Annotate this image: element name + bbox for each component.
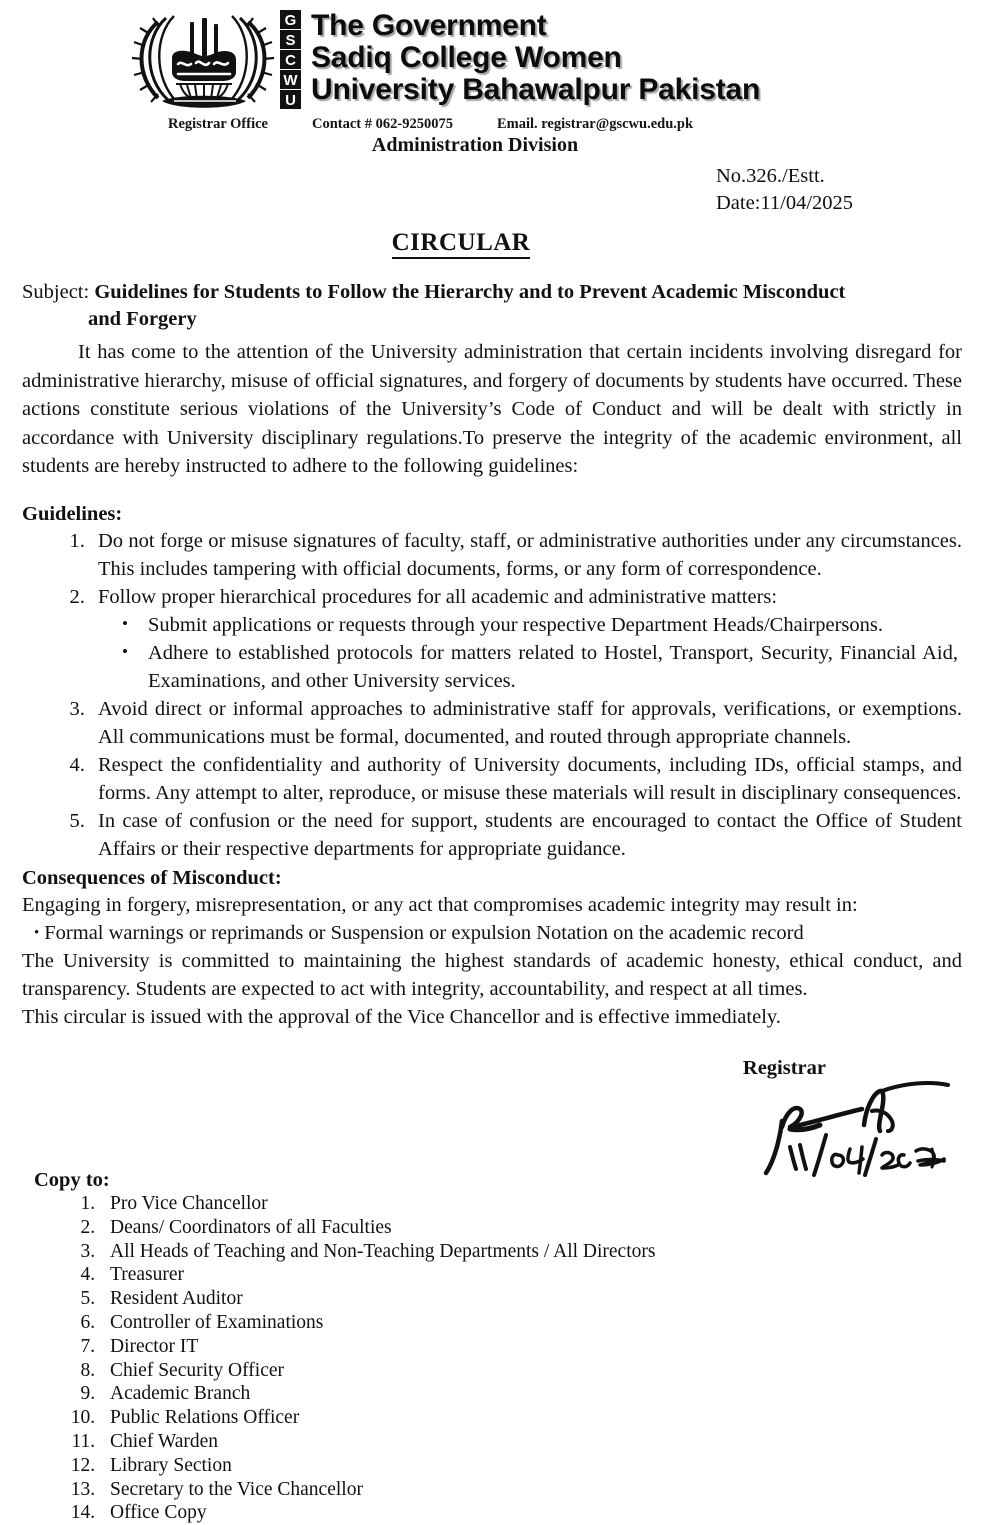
contact-number: Contact # 062-9250075 (311, 116, 453, 132)
guideline-text: Respect the confidentiality and authority of University documents, including IDs, official stamps, and forms. Any attempt to alter, reproduce, or misuse these materials will result in disciplinary consequences. (98, 754, 962, 804)
acronym-letter: U (280, 90, 301, 109)
document-heading-text: CIRCULAR (392, 229, 531, 259)
guideline-text: In case of confusion or the need for support, students are encouraged to contact the Office of Student Affairs or their respective departments for appropriate guidance. (98, 810, 962, 860)
copy-to-item: 3. All Heads of Teaching and Non-Teaching Departments / All Directors (100, 1240, 966, 1264)
subject-text-line-2: and Forgery (88, 308, 197, 330)
university-name-line-2: Sadiq College Women (311, 41, 622, 74)
contact-email: Email. registrar@gscwu.edu.pk (496, 116, 694, 132)
consequences-intro: Engaging in forgery, misrepresentation, or any act that compromises academic integrity may result in: (22, 894, 858, 916)
copy-to-item: 2. Deans/ Coordinators of all Faculties (100, 1216, 966, 1240)
guideline-text: Do not forge or misuse signatures of faculty, staff, or administrative authorities under any circumstances. This includes tampering with official documents, forms, or any form of correspondence. (98, 530, 962, 580)
acronym-letter: S (280, 30, 301, 49)
registrar-office-label: Registrar Office (168, 116, 268, 132)
guideline-item (90, 583, 966, 695)
letterhead-contact-line (0, 116, 1000, 133)
acronym-letter: G (280, 10, 301, 29)
copy-to-list (22, 1192, 966, 1525)
guideline-item (90, 807, 966, 863)
acronym-letter: C (280, 50, 301, 69)
intro-paragraph: It has come to the attention of the University administration that certain incidents involving disregard for administrative hierarchy, misuse of official signatures, and forgery of documents by students have occurred. These actions constitute serious violations of the University’s Code of Conduct and will be dealt with strictly in accordance with University disciplinary regulations.To preserve the integrity of the academic environment, all students are hereby instructed to adhere to the following guidelines: (22, 341, 962, 477)
copy-to-item: 4. Treasurer (100, 1263, 966, 1287)
copy-to-item: 14. Office Copy (100, 1501, 966, 1525)
administration-division-label: Administration Division (371, 134, 579, 156)
copy-to-item: 9. Academic Branch (100, 1382, 966, 1406)
reference-number: No.326./Estt. (716, 165, 825, 187)
copy-to-item: 11. Chief Warden (100, 1430, 966, 1454)
copy-to-item: 5. Resident Auditor (100, 1287, 966, 1311)
closing-paragraph: The University is committed to maintaining the highest standards of academic honesty, ethical conduct, and transparency. Students are expected to act with integrity, accountability, and respect at all times. (22, 950, 962, 1000)
acronym-letter: W (280, 70, 301, 89)
consequences-bullet-item: • Formal warnings or reprimands or Suspension or expulsion Notation on the academic record (22, 919, 966, 947)
consequences-heading: Consequences of Misconduct: (22, 867, 282, 889)
signature-title-label: Registrar (742, 1057, 826, 1079)
guideline-text: Follow proper hierarchical procedures for all academic and administrative matters: (98, 586, 778, 608)
handwritten-signature (686, 1069, 956, 1177)
guideline-item (90, 751, 966, 807)
copy-to-item: 10. Public Relations Officer (100, 1406, 966, 1430)
approval-statement: This circular is issued with the approval of the Vice Chancellor and is effective immediately. (22, 1006, 781, 1028)
guideline-sub-item: • Adhere to established protocols for matters related to Hostel, Transport, Security, Financial Aid, Examinations, and other University services. (120, 639, 962, 695)
guideline-text: Avoid direct or informal approaches to administrative staff for approvals, verifications, or exemptions. All communications must be formal, documented, and routed through appropriate channels. (98, 698, 962, 748)
guidelines-list (22, 527, 966, 863)
document-heading (0, 229, 1000, 257)
guidelines-heading: Guidelines: (22, 503, 123, 525)
copy-to-item: 6. Controller of Examinations (100, 1311, 966, 1335)
guideline-item (90, 695, 966, 751)
university-name-line-1: The Government (311, 9, 547, 42)
subject-label: Subject: (22, 281, 90, 303)
guideline-sub-item: • Submit applications or requests through your respective Department Heads/Chairpersons. (120, 611, 962, 639)
copy-to-item: 7. Director IT (100, 1335, 966, 1359)
subject-text-line-1: Guidelines for Students to Follow the Hierarchy and to Prevent Academic Misconduct (94, 281, 846, 303)
copy-to-item: 1. Pro Vice Chancellor (100, 1192, 966, 1216)
guideline-item (90, 527, 966, 583)
subject-block (22, 279, 966, 333)
signature-area (22, 1057, 966, 1177)
copy-to-item: 12. Library Section (100, 1454, 966, 1478)
guideline-sub-list (98, 611, 962, 695)
copy-to-heading: Copy to: (34, 1169, 110, 1191)
university-name (311, 6, 760, 106)
university-name-line-3: University Bahawalpur Pakistan (311, 73, 761, 106)
copy-to-item: 13. Secretary to the Vice Chancellor (100, 1478, 966, 1502)
document-body (0, 279, 1000, 1525)
letterhead (0, 0, 1000, 114)
reference-block (0, 163, 1000, 217)
university-crest-icon (128, 6, 278, 114)
gscwu-acronym-block (280, 10, 301, 109)
copy-to-item: 8. Chief Security Officer (100, 1359, 966, 1383)
reference-date: Date:11/04/2025 (716, 192, 854, 214)
